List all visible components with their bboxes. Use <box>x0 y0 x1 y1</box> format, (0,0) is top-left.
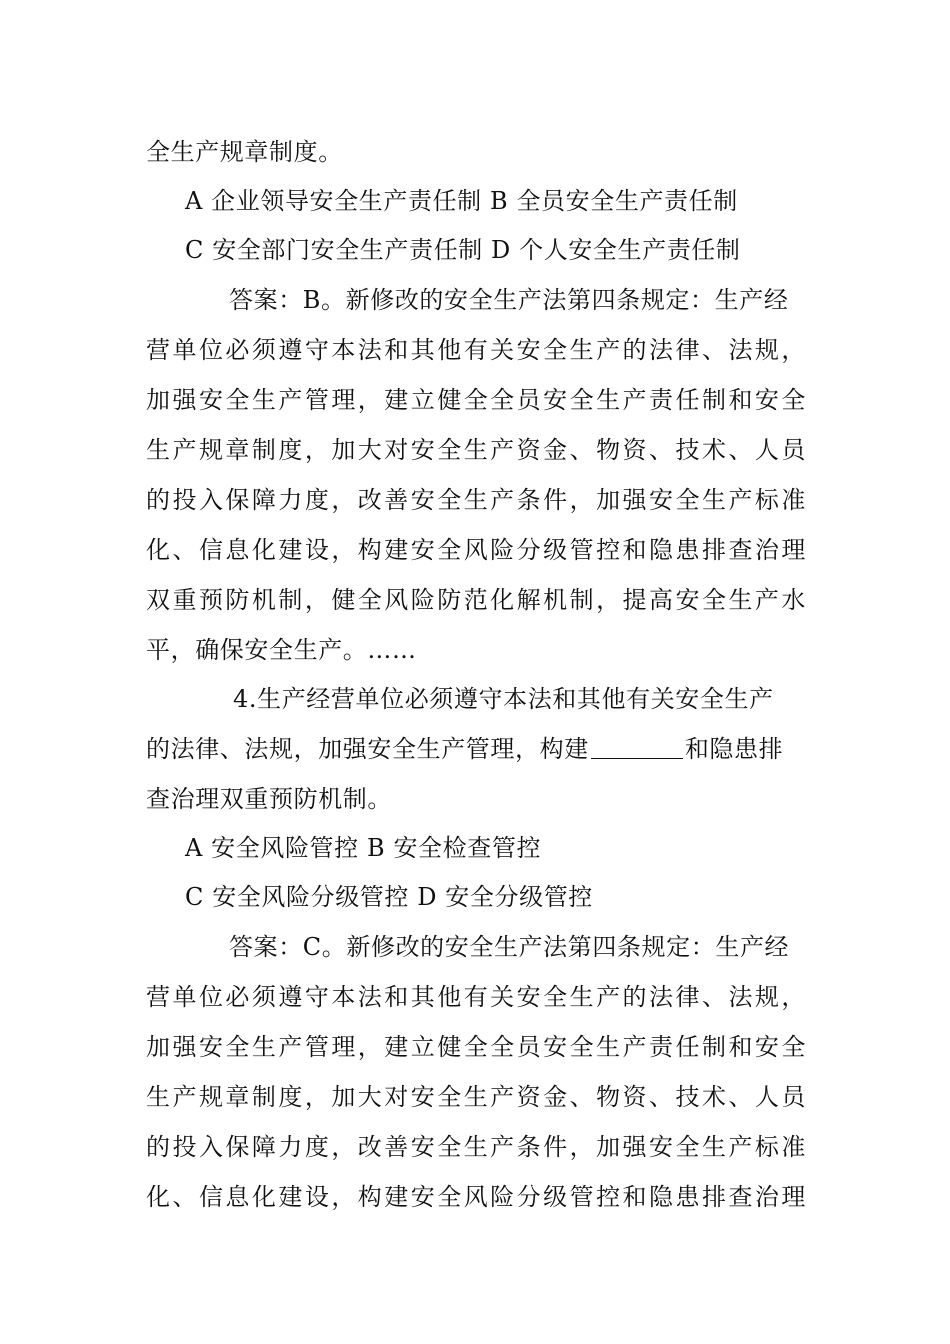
answer-3-line: 双重预防机制，健全风险防范化解机制，提高安全生产水 <box>146 586 806 614</box>
answer-3-last-line: 平，确保安全生产。…… <box>146 636 417 664</box>
question-4-first-line: 4.生产经营单位必须遵守本法和其他有关安全生产 <box>233 685 774 713</box>
answer-4-line: 营单位必须遵守本法和其他有关安全生产的法律、法规， <box>146 983 806 1011</box>
question-4-options-cd: C 安全风险分级管控 D 安全分级管控 <box>185 883 593 911</box>
question-4-last-line: 查治理双重预防机制。 <box>146 785 392 813</box>
answer-4-line: 加强安全生产管理，建立健全全员安全生产责任制和安全 <box>146 1033 806 1061</box>
answer-4-first-line: 答案：C。新修改的安全生产法第四条规定：生产经 <box>229 933 790 961</box>
question-3-options-cd: C 安全部门安全生产责任制 D 个人安全生产责任制 <box>185 236 741 264</box>
answer-3-line: 生产规章制度，加大对安全生产资金、物资、技术、人员 <box>146 436 806 464</box>
question-4-options-ab: A 安全风险管控 B 安全检查管控 <box>185 834 542 862</box>
question-3-options-ab: A 企业领导安全生产责任制 B 全员安全生产责任制 <box>185 187 738 215</box>
answer-3-first-line: 答案：B。新修改的安全生产法第四条规定：生产经 <box>229 286 789 314</box>
question-4-text-before-blank: 的法律、法规，加强安全生产管理，构建 <box>146 735 589 763</box>
answer-4-line: 化、信息化建设，构建安全风险分级管控和隐患排查治理 <box>146 1183 806 1211</box>
answer-3-line: 化、信息化建设，构建安全风险分级管控和隐患排查治理 <box>146 536 806 564</box>
paragraph-line: 全生产规章制度。 <box>146 138 343 166</box>
question-4-text-after-blank: 和隐患排 <box>684 735 784 763</box>
answer-4-line: 生产规章制度，加大对安全生产资金、物资、技术、人员 <box>146 1083 806 1111</box>
answer-4-line: 的投入保障力度，改善安全生产条件，加强安全生产标准 <box>146 1133 806 1161</box>
answer-3-line: 的投入保障力度，改善安全生产条件，加强安全生产标准 <box>146 486 806 514</box>
fill-in-blank <box>591 736 683 759</box>
answer-3-line: 营单位必须遵守本法和其他有关安全生产的法律、法规， <box>146 336 806 364</box>
question-4-blank-line <box>146 734 783 764</box>
answer-3-line: 加强安全生产管理，建立健全全员安全生产责任制和安全 <box>146 386 806 414</box>
